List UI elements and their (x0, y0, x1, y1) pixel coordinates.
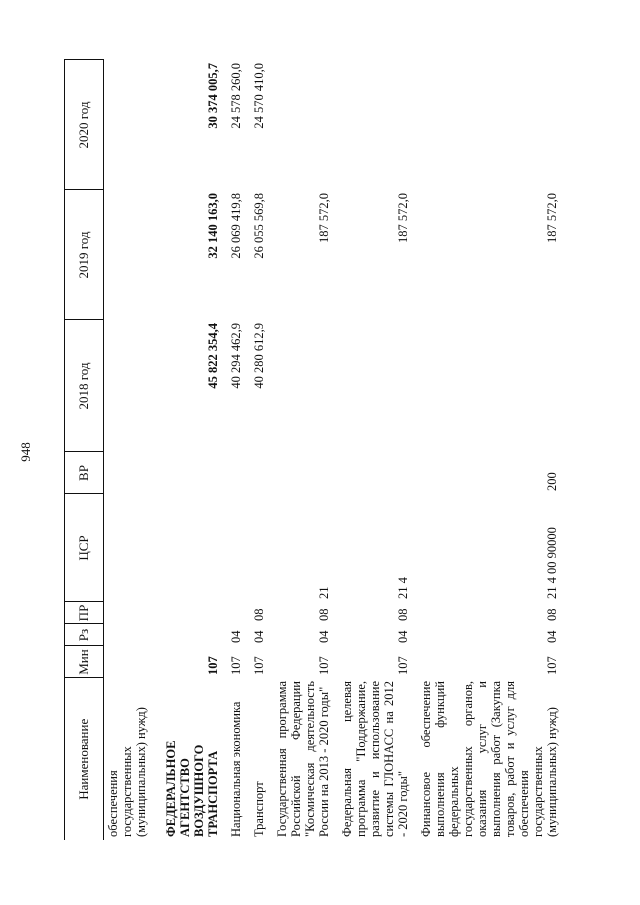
row-csr (249, 494, 272, 602)
row-2018 (416, 320, 565, 452)
header-2019: 2019 год (65, 190, 104, 320)
row-pr: 08 (396, 608, 410, 621)
header-name: Наименование (65, 678, 104, 840)
table-header-row (65, 60, 104, 840)
row-rz: 04 (317, 630, 331, 643)
header-min: Мин (65, 646, 104, 678)
table-row (249, 60, 272, 840)
row-min: 107 (252, 656, 266, 675)
row-pr (104, 602, 155, 624)
row-name: ФЕДЕРАЛЬНОЕ АГЕНТСТВО ВОЗДУШНОГО ТРАНСПОРТА (164, 740, 220, 837)
row-csr: 21 4 (396, 577, 410, 599)
row-2018: 45 822 354,4 (206, 323, 220, 389)
row-rz (104, 624, 155, 646)
row-2018 (337, 320, 416, 452)
row-2019: 26 055 569,8 (252, 193, 266, 259)
row-min: 107 (206, 656, 220, 675)
row-2018 (272, 320, 337, 452)
budget-table (64, 60, 565, 841)
table-row (226, 60, 249, 840)
row-2018: 40 294 462,9 (229, 323, 243, 389)
row-2020 (337, 60, 416, 190)
row-min: 107 (396, 656, 410, 675)
row-min: 107 (317, 656, 331, 675)
row-2020: 24 578 260,0 (229, 63, 243, 129)
row-2019: 187 572,0 (545, 193, 559, 243)
row-2018: 40 280 612,9 (252, 323, 266, 389)
row-csr (226, 494, 249, 602)
row-rz: 04 (396, 630, 410, 643)
row-csr (154, 494, 226, 602)
row-2020 (104, 60, 155, 190)
row-vr (272, 452, 337, 494)
row-vr (154, 452, 226, 494)
row-2020 (272, 60, 337, 190)
row-vr (104, 452, 155, 494)
row-name: Государственная программа Российской Федерации "Космическая деятельность России на 2013 - 2020 годы" (275, 681, 331, 837)
row-name: Федеральная целевая программа "Поддержание, развитие и использование системы ГЛОНАСС на 2012 - 2020 годы" (340, 681, 410, 837)
row-pr (226, 602, 249, 624)
row-2019: 187 572,0 (317, 193, 331, 243)
row-rz: 04 (252, 630, 266, 643)
row-2020 (416, 60, 565, 190)
row-rz (154, 624, 226, 646)
table-row (337, 60, 416, 840)
table-row (154, 60, 226, 840)
row-vr (249, 452, 272, 494)
row-rz: 04 (229, 630, 243, 643)
row-2018 (104, 320, 155, 452)
row-pr: 08 (252, 608, 266, 621)
header-2020: 2020 год (65, 60, 104, 190)
row-min: 107 (229, 656, 243, 675)
table-row (416, 60, 565, 840)
rotated-page (64, 60, 604, 840)
row-name: обеспечения государственных (муниципальных) нужд) (106, 707, 148, 837)
row-min (104, 646, 155, 678)
page-number: 948 (18, 442, 33, 462)
header-vr: ВР (65, 452, 104, 494)
header-2018: 2018 год (65, 320, 104, 452)
row-name: Транспорт (252, 781, 266, 837)
row-pr: 08 (545, 608, 559, 621)
row-csr: 21 4 00 90000 (545, 527, 559, 599)
header-csr: ЦСР (65, 494, 104, 602)
row-rz: 04 (545, 630, 559, 643)
row-vr: 200 (545, 472, 559, 491)
table-row (272, 60, 337, 840)
row-name: Финансовое обеспечение выполнения функций федеральных государственных органов, оказания услуг и выполнения работ (Закупка товаров, работ и услуг для обеспечения государственных (муниципальных) нужд) (419, 681, 559, 837)
row-csr: 21 (317, 586, 331, 599)
row-pr (154, 602, 226, 624)
row-min: 107 (545, 656, 559, 675)
row-2019: 187 572,0 (396, 193, 410, 243)
row-pr: 08 (317, 608, 331, 621)
row-2020: 30 374 005,7 (206, 63, 220, 129)
table-row (104, 60, 155, 840)
row-2019: 32 140 163,0 (206, 193, 220, 259)
row-csr (104, 494, 155, 602)
row-vr (226, 452, 249, 494)
row-vr (337, 452, 416, 494)
row-2019: 26 069 419,8 (229, 193, 243, 259)
header-rz: Рз (65, 624, 104, 646)
row-name: Национальная экономика (229, 701, 243, 837)
header-pr: ПР (65, 602, 104, 624)
row-2019 (104, 190, 155, 320)
row-2020: 24 570 410,0 (252, 63, 266, 129)
